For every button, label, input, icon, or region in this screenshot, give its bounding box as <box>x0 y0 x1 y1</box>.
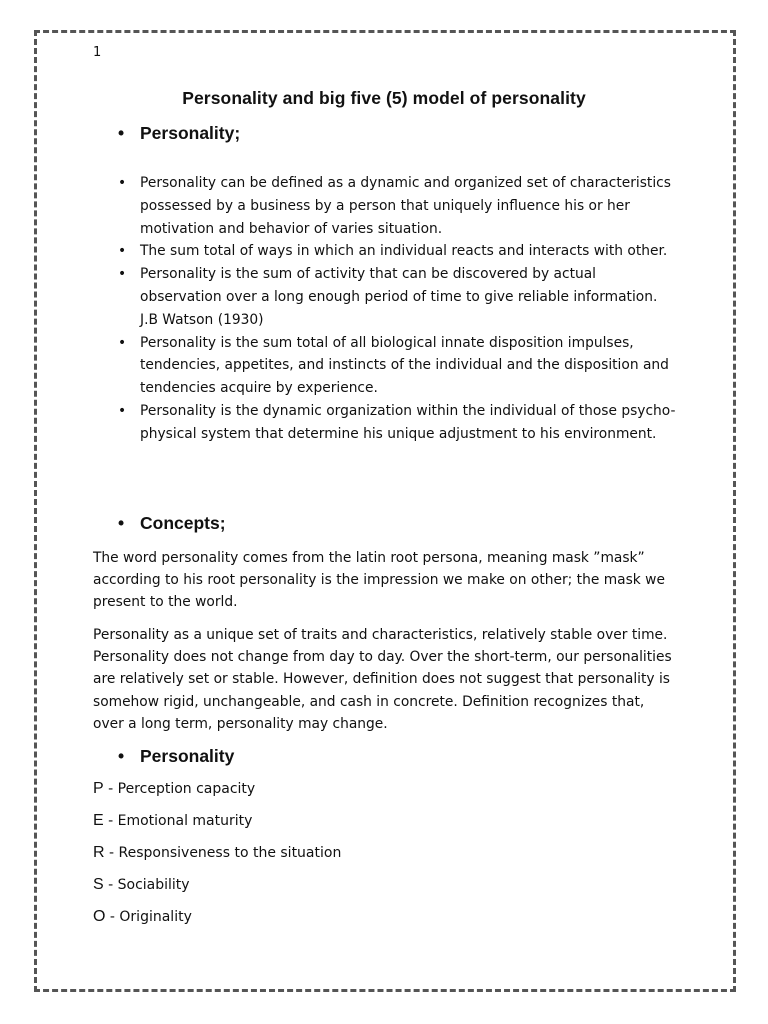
acronym-row <box>93 780 255 798</box>
acronym-meaning: - Responsiveness to the situation <box>109 845 342 861</box>
list-item: • Personality is the sum total of all biological innate disposition impulses, tendencies, appetites, and instincts of the individual and the disposition and tendencies acquire by experience. <box>118 332 678 400</box>
acronym-letter: R <box>93 844 105 861</box>
acronym-meaning: - Perception capacity <box>108 781 256 797</box>
acronym-meaning: - Originality <box>109 909 192 925</box>
acronym-letter: E <box>93 812 104 829</box>
list-item: • The sum total of ways in which an individual reacts and interacts with other. <box>118 240 678 263</box>
acronym-row <box>93 812 252 830</box>
concept-paragraph: Personality as a unique set of traits and characteristics, relatively stable over time. Personality does not change from day to day. Over the short-term, our personalities are relatively set or stable. However, definition does not suggest that personality is somehow rigid, unchangeable, and cash in concrete. Definition recognizes that, over a long term, personality may change. <box>93 627 672 732</box>
bullet-icon: • <box>118 746 125 766</box>
bullet-icon: • <box>118 123 125 143</box>
heading-concepts-text: Concepts; <box>140 513 226 533</box>
acronym-letter: S <box>93 876 104 893</box>
list-item: • Personality is the dynamic organization within the individual of those psycho-physical system that determine his unique adjustment to his environment. <box>118 400 678 446</box>
bullet-icon: • <box>118 513 125 533</box>
page-number: 1 <box>93 45 102 60</box>
concept-paragraph: The word personality comes from the latin root persona, meaning mask ”mask” according to his root personality is the impression we make on other; the mask we present to the world. <box>93 550 665 611</box>
acronym-meaning: - Emotional maturity <box>108 813 253 829</box>
list-item: • Personality is the sum of activity that can be discovered by actual observation over a long enough period of time to give reliable information. J.B Watson (1930) <box>118 263 678 331</box>
acronym-letter: O <box>93 908 106 925</box>
document-title: Personality and big five (5) model of personality <box>182 88 586 108</box>
heading-personality-text: Personality; <box>140 123 241 143</box>
heading-concepts <box>118 513 226 534</box>
definitions-list <box>118 172 678 446</box>
acronym-letter: P <box>93 780 104 797</box>
acronym-row <box>93 844 341 862</box>
heading-personality <box>118 123 240 144</box>
list-item: • Personality can be defined as a dynamic and organized set of characteristics possessed by a business by a person that uniquely influence his or her motivation and behavior of varies situation. <box>118 172 678 240</box>
heading-acronym <box>118 746 234 767</box>
acronym-meaning: - Sociability <box>108 877 190 893</box>
acronym-row <box>93 908 192 926</box>
heading-acronym-text: Personality <box>140 746 235 766</box>
acronym-row <box>93 876 190 894</box>
